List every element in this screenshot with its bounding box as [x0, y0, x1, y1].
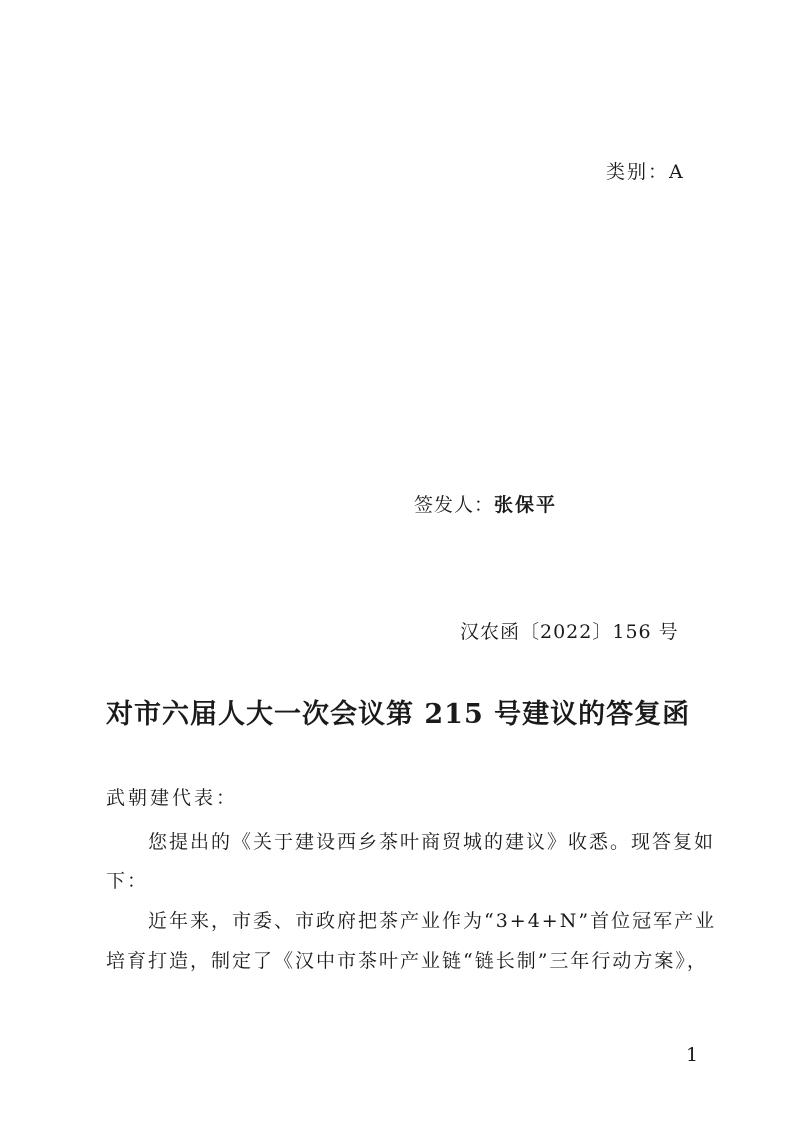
document-number: 汉农函〔2022〕156 号	[460, 621, 679, 643]
signer-line	[414, 490, 557, 517]
body-line-3: 近年来，市委、市政府把茶产业作为“3+4+N”首位冠军产业	[148, 910, 717, 932]
category-label: 类别：A	[606, 161, 685, 183]
body-line-2: 下：	[106, 870, 149, 892]
body-line-1: 您提出的《关于建设西乡茶叶商贸城的建议》收悉。现答复如	[148, 831, 716, 853]
signer-label: 签发人：	[414, 494, 495, 516]
body-line-4: 培育打造，制定了《汉中市茶叶产业链“链长制”三年行动方案》，	[106, 950, 708, 972]
signer-name: 张保平	[494, 494, 558, 516]
page-number: 1	[686, 1044, 699, 1066]
salutation: 武朝建代表：	[106, 787, 239, 809]
document-title: 对市六届人大一次会议第 215 号建议的答复函	[106, 699, 691, 730]
